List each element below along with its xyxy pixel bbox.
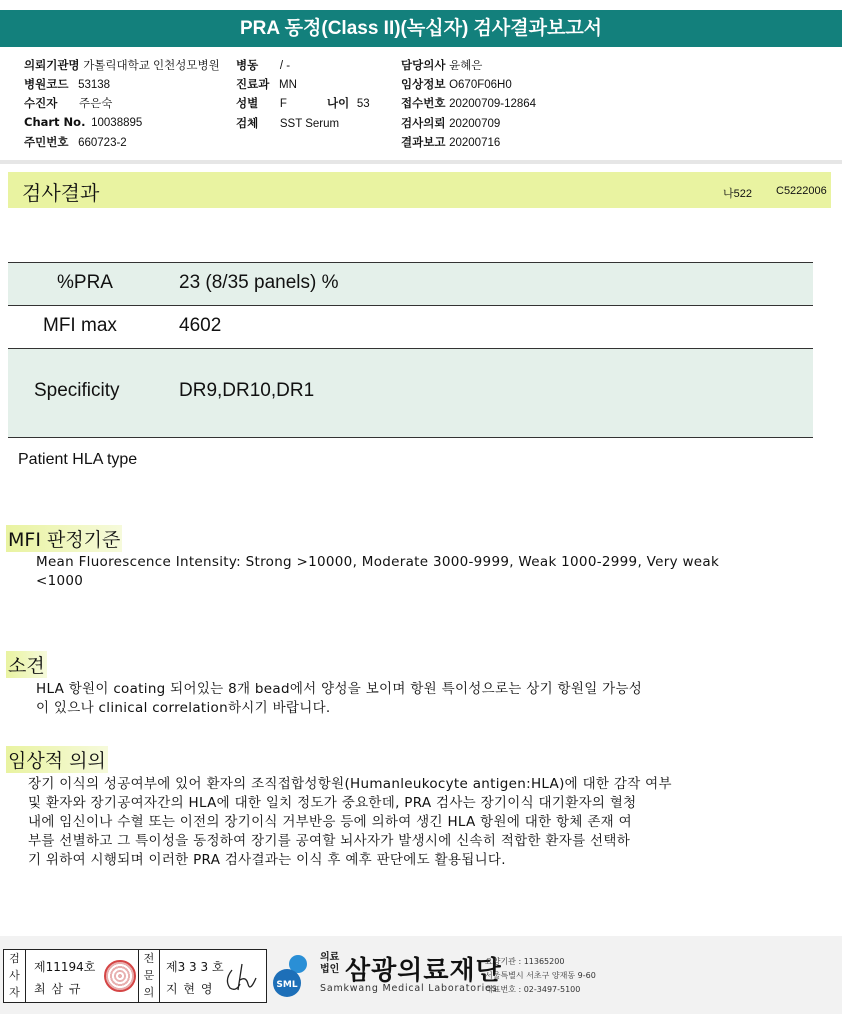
report-date-field xyxy=(401,134,500,150)
mfi-criteria-line-1: Mean Fluorescence Intensity: Strong >10000, Moderate 3000-9999, Weak 1000-2999, Very weak xyxy=(36,554,720,570)
age-field xyxy=(327,95,370,111)
doctor-label: 담당의사 xyxy=(401,58,446,72)
mfi-max-label: MFI max xyxy=(43,315,117,336)
department-field xyxy=(236,76,297,92)
logo-text: SML xyxy=(276,980,298,990)
specificity-label: Specificity xyxy=(34,380,120,401)
institution-field xyxy=(24,57,220,73)
report-title: PRA 동정(Class II)(녹십자) 검사결과보고서 xyxy=(0,10,842,47)
clinical-info-field xyxy=(401,76,512,92)
clinical-significance-line-2: 및 환자와 장기공여자간의 HLA에 대한 일치 정도가 중요한데, PRA 검사는 장기이식 대기환자의 혈청 xyxy=(28,795,637,811)
report-date-label: 결과보고 xyxy=(401,135,446,149)
table-row-mfi-max xyxy=(8,305,813,348)
specialist-tag-char: 전 xyxy=(143,952,155,965)
chart-no-label: Chart No. xyxy=(24,115,86,129)
clinical-significance-heading: 임상적 의의 xyxy=(6,746,108,773)
results-code-1: 나522 xyxy=(723,188,752,200)
institution-value: 가톨릭대학교 인천성모병원 xyxy=(83,60,220,72)
clinical-info-value: O670F06H0 xyxy=(449,79,512,91)
hospital-code-field xyxy=(24,76,110,92)
brand-english: Samkwang Medical Laboratories xyxy=(320,983,498,994)
sml-logo-icon xyxy=(272,951,316,1001)
pra-label: %PRA xyxy=(57,272,113,293)
pra-value: 23 (8/35 panels) % xyxy=(179,272,339,293)
ward-value: / - xyxy=(279,60,291,72)
specimen-field xyxy=(236,115,339,131)
examiner-tag xyxy=(4,950,26,1002)
results-table xyxy=(8,262,813,438)
clinical-significance-line-5: 기 위하여 시행되며 이러한 PRA 검사결과는 이식 후 예후 판단에도 활용됩니다. xyxy=(28,852,506,868)
brand-small-text xyxy=(320,952,339,976)
seal-stamp-icon xyxy=(104,960,136,992)
examiner-name: 최 삼 규 xyxy=(34,982,82,996)
resident-no-value: 660723-2 xyxy=(78,137,127,149)
age-value: 53 xyxy=(356,98,370,110)
brand-small-2: 법인 xyxy=(320,964,340,975)
table-bottom-border xyxy=(8,437,813,438)
clinical-significance-line-3: 내에 임신이나 수혈 또는 이전의 장기이식 거부반응 등에 의하여 생긴 HLA 항원에 대한 항체 존재 여 xyxy=(28,814,632,830)
doctor-field xyxy=(401,57,482,73)
chart-no-field xyxy=(24,115,142,129)
clinical-significance-line-1: 장기 이식의 성공여부에 있어 환자의 조직접합성항원(Humanleukocyte antigen:HLA)에 대한 감작 여부 xyxy=(28,776,672,792)
findings-heading: 소견 xyxy=(6,651,47,678)
hospital-code-label: 병원코드 xyxy=(24,77,69,91)
age-label: 나이 xyxy=(327,96,350,110)
specialist-name: 지 현 영 xyxy=(166,982,214,996)
patient-hla-label: Patient HLA type xyxy=(18,451,138,468)
brand-info-2: 서울특별시 서초구 양재동 9-60 xyxy=(485,971,596,980)
examiner-tag-char: 자 xyxy=(9,986,20,999)
receipt-no-field xyxy=(401,95,536,111)
table-row-pra xyxy=(8,262,813,305)
ward-field xyxy=(236,57,290,73)
brand-name: 삼광의료재단 xyxy=(345,956,502,986)
resident-no-field xyxy=(24,134,127,150)
brand-small-1: 의료 xyxy=(320,952,340,963)
brand-info-3: 대표번호 : 02-3497-5100 xyxy=(485,985,581,994)
specimen-label: 검체 xyxy=(236,116,259,130)
signature-icon xyxy=(222,958,266,996)
mfi-criteria-line-2: <1000 xyxy=(36,573,84,589)
examinee-label: 수진자 xyxy=(24,96,58,110)
specificity-value: DR9,DR10,DR1 xyxy=(179,380,315,401)
examiner-license: 제11194호 xyxy=(34,960,96,974)
request-date-field xyxy=(401,115,500,131)
specialist-tag-char: 의 xyxy=(143,986,155,999)
report-date-value: 20200716 xyxy=(449,137,501,149)
specimen-value: SST Serum xyxy=(279,118,340,130)
findings-line-2: 이 있으나 clinical correlation하시기 바랍니다. xyxy=(36,700,331,716)
request-date-label: 검사의뢰 xyxy=(401,116,446,130)
sex-field xyxy=(236,95,287,111)
sex-value: F xyxy=(279,98,287,110)
results-heading: 검사결과 xyxy=(22,181,100,205)
examinee-value: 주은숙 xyxy=(78,98,113,110)
findings-line-1: HLA 항원이 coating 되어있는 8개 bead에서 양성을 보이며 항원 특이성으로는 상기 항원일 가능성 xyxy=(36,681,643,697)
receipt-no-label: 접수번호 xyxy=(401,96,446,110)
doctor-value: 윤혜은 xyxy=(449,60,483,72)
resident-no-label: 주민번호 xyxy=(24,135,69,149)
table-row-specificity xyxy=(8,348,813,437)
hospital-code-value: 53138 xyxy=(78,79,111,91)
specialist-tag xyxy=(138,950,160,1002)
examinee-field xyxy=(24,95,112,111)
header-divider xyxy=(0,160,842,164)
signature-box xyxy=(3,949,267,1003)
request-date-value: 20200709 xyxy=(449,118,501,130)
sex-label: 성별 xyxy=(236,96,259,110)
ward-label: 병동 xyxy=(236,58,259,72)
mfi-max-value: 4602 xyxy=(179,315,222,336)
specialist-license: 제3 3 3 호 xyxy=(166,960,224,974)
department-label: 진료과 xyxy=(236,77,270,91)
clinical-significance-line-4: 부를 선별하고 그 특이성을 동정하여 장기를 공여할 뇌사자가 발생시에 신속히 적합한 환자를 선택하 xyxy=(28,833,631,849)
department-value: MN xyxy=(278,79,297,91)
receipt-no-value: 20200709-12864 xyxy=(449,98,537,110)
chart-no-value: 10038895 xyxy=(91,117,143,129)
specialist-tag-char: 문 xyxy=(143,969,155,982)
results-code-2: C5222006 xyxy=(776,185,827,197)
examiner-tag-char: 검 xyxy=(9,952,20,965)
results-heading-bar xyxy=(8,172,831,208)
institution-label: 의뢰기관명 xyxy=(24,58,80,72)
examiner-tag-char: 사 xyxy=(9,969,20,982)
brand-info-1: 요양기관 : 11365200 xyxy=(485,957,565,966)
mfi-criteria-heading: MFI 판정기준 xyxy=(6,525,122,552)
clinical-info-label: 임상정보 xyxy=(401,77,446,91)
